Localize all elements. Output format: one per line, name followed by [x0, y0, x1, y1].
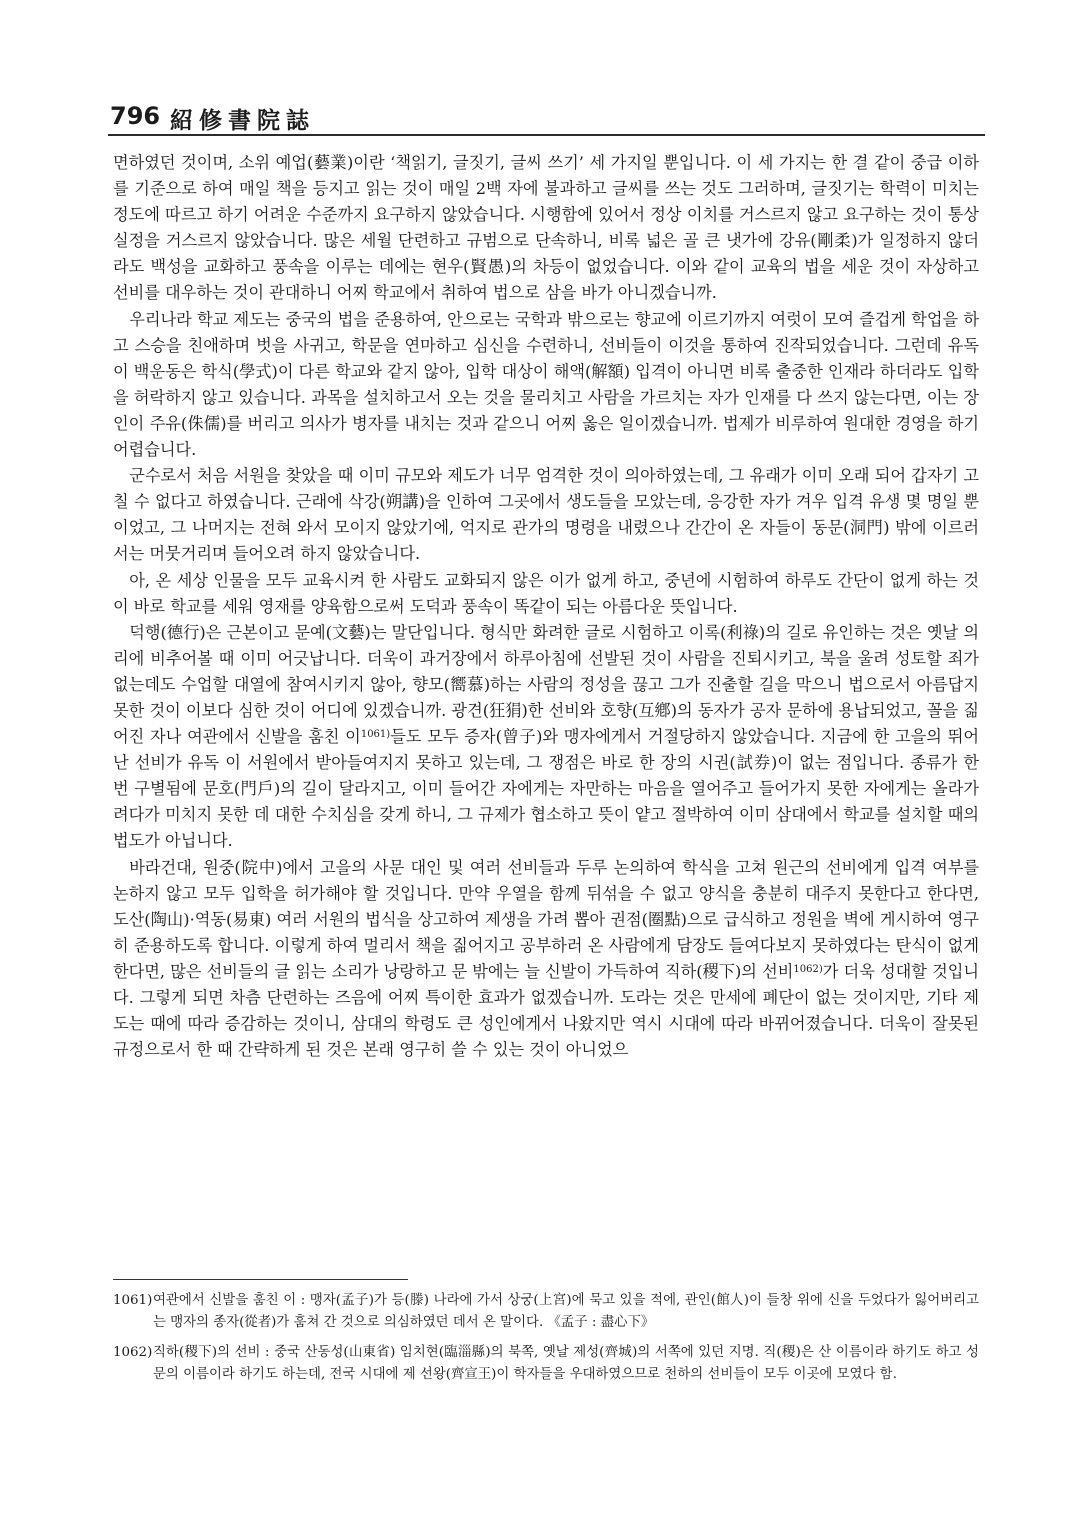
paragraph	[113, 620, 979, 855]
footnote-ref[interactable]: 1062)	[793, 963, 823, 975]
footnote-number: 1062)	[113, 1345, 153, 1360]
page-header	[108, 100, 985, 136]
paragraph: 아, 온 세상 인물을 모두 교육시켜 한 사람도 교화되지 않은 이가 없게 하고, 중년에 시험하여 하루도 간단이 없게 하는 것이 바로 학교를 세워 영재를 양육함으로써 도덕과 풍속이 똑같이 되는 아름다운 뜻입니다.	[113, 570, 979, 616]
footnote-ref[interactable]: 1061)	[360, 729, 391, 741]
paragraph-segment: 가 더욱 성대할 것입니다. 그렇게 되면 차츰 단련하는 즈음에 어찌 특이한 효과가 없겠습니까. 도라는 것은 만세에 폐단이 없는 것이지만, 기타 제도는 때에 따라 증감하는 것이니, 삼대의 학령도 큰 성인에게서 나왔지만 역시 시대에 따라 바뀌어졌습니다. 더욱이 잘못된 규정으로서 한 때 간략하게 된 것은 본래 영구히 쓸 수 있는 것이 아니었으	[113, 961, 979, 1060]
footnote-text: 직하(稷下)의 선비 : 중국 산동성(山東省) 임치현(臨淄縣)의 북쪽, 옛날 제성(齊城)의 서쪽에 있던 지명. 직(稷)은 산 이름이라 하기도 하고 성문의 이름이라 하기도 하는데, 전국 시대에 제 선왕(齊宣王)이 학자들을 우대하였으므로 천하의 선비들이 모두 이곳에 모였다 함.	[153, 1345, 979, 1382]
paragraph: 군수로서 처음 서원을 찾았을 때 이미 규모와 제도가 너무 엄격한 것이 의아하였는데, 그 유래가 이미 오래 되어 갑자기 고칠 수 없다고 하였습니다. 근래에 삭강(朔講)을 인하여 그곳에서 생도들을 모았는데, 응강한 자가 겨우 입격 유생 몇 명일 뿐이었고, 그 나머지는 전혀 와서 모이지 않았기에, 억지로 관가의 명령을 내렸으나 간간이 온 자들이 동문(洞門) 밖에 이르러서는 머뭇거리며 들어오려 하지 않았습니다.	[113, 466, 980, 564]
footnote-number: 1061)	[113, 1293, 153, 1308]
footnotes	[113, 1290, 979, 1394]
paragraph: 면하였던 것이며, 소위 예업(藝業)이란 ‘책읽기, 글짓기, 글씨 쓰기’ 세 가지일 뿐입니다. 이 세 가지는 한 결 같이 중급 이하를 기준으로 하여 매일 책을 등지고 읽는 것이 매일 2백 자에 불과하고 글씨를 쓰는 것도 그러하며, 글짓기는 학력이 미치는 정도에 따르고 하기 어려운 수준까지 요구하지 않았습니다. 시행함에 있어서 정상 이치를 거스르지 않고 요구하는 것이 통상 실정을 거스르지 않았습니다. 많은 세월 단련하고 규범으로 단속하니, 비록 넓은 골 큰 냇가에 강유(剛柔)가 일정하지 않더라도 백성을 교화하고 풍속을 이루는 데에는 현우(賢愚)의 차등이 없었습니다. 이와 같이 교육의 법을 세운 것이 자상하고 선비를 대우하는 것이 관대하니 어찌 학교에서 취하여 법으로 삼을 바가 아니겠습니까.	[113, 153, 979, 303]
page-number: 796	[110, 102, 161, 130]
footnote-divider	[113, 1279, 408, 1280]
book-title: 紹修書院誌	[170, 107, 315, 134]
footnote-item	[113, 1342, 979, 1386]
footnote-text: 여관에서 신발을 훔친 이 : 맹자(孟子)가 등(滕) 나라에 가서 상궁(上宮)에 묵고 있을 적에, 관인(館人)이 들창 위에 신을 두었다가 잃어버리고는 맹자의 종자(從者)가 훔쳐 간 것으로 의심하였던 데서 온 말이다. 《孟子 : 盡心下》	[153, 1293, 979, 1330]
footnote-item	[113, 1290, 979, 1334]
paragraph: 우리나라 학교 제도는 중국의 법을 준용하여, 안으로는 국학과 밖으로는 향교에 이르기까지 여럿이 모여 즐겁게 학업을 하고 스승을 친애하며 벗을 사귀고, 학문을 연마하고 심신을 수련하니, 선비들이 이것을 통하여 진작되었습니다. 그런데 유독 이 백운동은 학식(學式)이 다른 학교와 같지 않아, 입학 대상이 해액(解額) 입격이 아니면 비록 출중한 인재라 하더라도 입학을 허락하지 않고 있습니다. 과목을 설치하고서 오는 것을 물리치고 사람을 가르치는 자가 인재를 다 쓰지 않는다면, 이는 장인이 주유(侏儒)를 버리고 의사가 병자를 내치는 것과 같으니 어찌 옳은 일이겠습니까. 법제가 비루하여 원대한 경영을 하기 어렵습니다.	[113, 309, 979, 460]
main-text	[113, 150, 979, 1063]
paragraph	[113, 855, 979, 1064]
paragraph-segment: 바라건대, 원중(院中)에서 고을의 사문 대인 및 여러 선비들과 두루 논의하여 학식을 고쳐 원근의 선비에게 입격 여부를 논하지 않고 모두 입학을 허가해야 할 것입니다. 만약 우열을 함께 뒤섞을 수 없고 양식을 충분히 대주지 못한다고 한다면, 도산(陶山)·역동(易東) 여러 서원의 법식을 상고하여 제생을 가려 뽑아 권점(圈點)으로 급식하고 정원을 벽에 게시하여 영구히 준용하도록 합니다. 이렇게 하여 멀리서 책을 짊어지고 공부하러 온 사람에게 담장도 들여다보지 못하였다는 탄식이 없게 한다면, 많은 선비들의 글 읽는 소리가 낭랑하고 문 밖에는 늘 신발이 가득하여 직하(稷下)의 선비	[113, 857, 980, 981]
paragraph-segment: 들도 모두 증자(曾子)와 맹자에게서 거절당하지 않았습니다. 지금에 한 고을의 뛰어난 선비가 유독 이 서원에서 받아들여지지 못하고 있는데, 그 쟁점은 바로 한 장의 시권(試券)이 없는 점입니다. 종류가 한 번 구별됨에 문호(門戶)의 길이 달라지고, 이미 들어간 자에게는 자만하는 마음을 열어주고 들어가지 못한 자에게는 올라가려다가 미치지 못한 데 대한 수치심을 갖게 하니, 그 규제가 협소하고 뜻이 얕고 절박하여 이미 삼대에서 학교를 설치할 때의 법도가 아닙니다.	[113, 727, 979, 851]
paragraph-segment: 덕행(德行)은 근본이고 문예(文藝)는 말단입니다. 형식만 화려한 글로 시험하고 이록(利祿)의 길로 유인하는 것은 옛날 의리에 비추어볼 때 이미 어긋납니다. 더욱이 과거장에서 하루아침에 선발된 것이 사람을 진퇴시키고, 북을 울려 성토할 죄가 없는데도 수업할 대열에 참여시키지 않아, 향모(嚮慕)하는 사람의 정성을 끊고 그가 진출할 길을 막으니 법으로서 아름답지 못한 것이 이보다 심한 것이 어디에 있겠습니까. 광견(狂狷)한 선비와 호향(互鄕)의 동자가 공자 문하에 용납되었고, 꼴을 짊어진 자나 여관에서 신발을 훔친 이	[113, 622, 980, 747]
